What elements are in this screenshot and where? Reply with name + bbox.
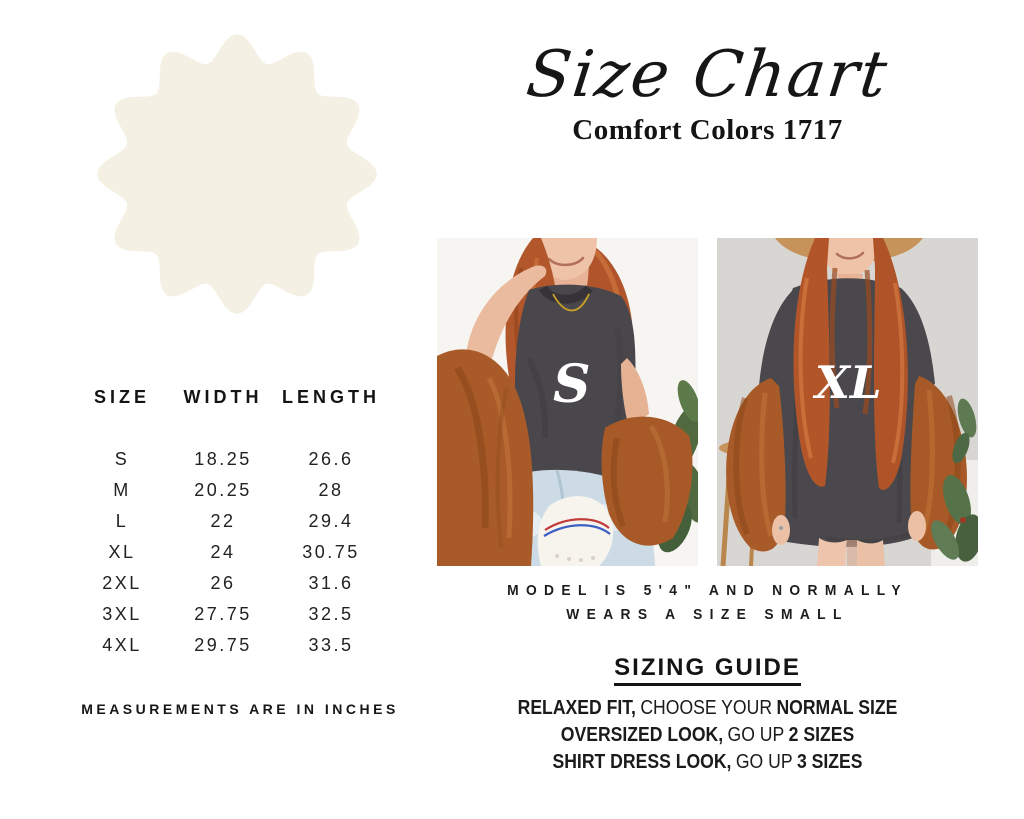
model-caption-line2: WEARS A SIZE SMALL — [566, 606, 849, 623]
cell-width: 22 — [210, 511, 236, 531]
cell-size: 3XL — [102, 604, 142, 624]
table-row — [72, 568, 388, 599]
model-caption-line1: MODEL IS 5'4" AND NORMALLY — [507, 582, 908, 599]
cell-size: XL — [108, 542, 136, 562]
cell-width: 26 — [210, 573, 236, 593]
cell-length: 30.75 — [302, 542, 360, 562]
guide-lead: OVERSIZED LOOK, — [560, 724, 724, 746]
cell-width: 27.75 — [194, 604, 252, 624]
cell-width: 29.75 — [194, 635, 252, 655]
cell-size: L — [115, 511, 129, 531]
guide-lead: SHIRT DRESS LOOK, — [552, 751, 732, 773]
sizing-guide-line — [469, 722, 945, 749]
sizing-guide-line — [469, 749, 945, 776]
page-title: Size Chart — [522, 38, 893, 112]
guide-lead: RELAXED FIT, — [517, 697, 636, 719]
cell-size: M — [113, 480, 131, 500]
header — [437, 40, 978, 147]
table-row — [72, 537, 388, 568]
shirt-size-label-s: S — [553, 354, 591, 415]
cell-length: 26.6 — [308, 449, 354, 469]
cell-length: 29.4 — [308, 511, 354, 531]
cell-size: 4XL — [102, 635, 142, 655]
measurements-note: MEASUREMENTS ARE IN INCHES — [81, 701, 399, 717]
scallop-badge-shape — [97, 34, 377, 314]
guide-tail: NORMAL SIZE — [776, 697, 898, 719]
col-header-width: WIDTH — [183, 387, 263, 407]
guide-tail: 2 SIZES — [788, 724, 855, 746]
guide-mid: GO UP — [727, 724, 785, 746]
page-subtitle: Comfort Colors 1717 — [572, 113, 843, 146]
sizing-guide-line — [469, 695, 945, 722]
col-header-length: LENGTH — [282, 387, 380, 407]
sizing-guide — [437, 654, 978, 776]
scallop-badge — [96, 33, 378, 315]
table-row — [72, 630, 388, 661]
model-caption — [437, 579, 978, 627]
cell-size: S — [114, 449, 130, 469]
cell-width: 18.25 — [194, 449, 252, 469]
guide-mid: GO UP — [735, 751, 793, 773]
cell-width: 20.25 — [194, 480, 252, 500]
sneaker — [538, 496, 613, 566]
table-row — [72, 444, 388, 475]
table-row — [72, 599, 388, 630]
sizing-guide-lines — [437, 695, 978, 776]
guide-mid: CHOOSE YOUR — [640, 697, 773, 719]
size-table — [72, 382, 388, 661]
cell-length: 31.6 — [308, 573, 354, 593]
guide-tail: 3 SIZES — [796, 751, 863, 773]
cell-width: 24 — [210, 542, 236, 562]
cell-length: 33.5 — [308, 635, 354, 655]
size-table-header — [72, 382, 388, 413]
model-photo-size-s — [437, 238, 698, 566]
table-row — [72, 475, 388, 506]
cell-length: 28 — [318, 480, 344, 500]
shirt-size-label-xl: XL — [815, 356, 882, 409]
cell-length: 32.5 — [308, 604, 354, 624]
sizing-guide-title: SIZING GUIDE — [614, 654, 801, 686]
table-row — [72, 506, 388, 537]
cell-size: 2XL — [102, 573, 142, 593]
col-header-size: SIZE — [93, 387, 150, 407]
model-photo-size-xl — [717, 238, 978, 566]
